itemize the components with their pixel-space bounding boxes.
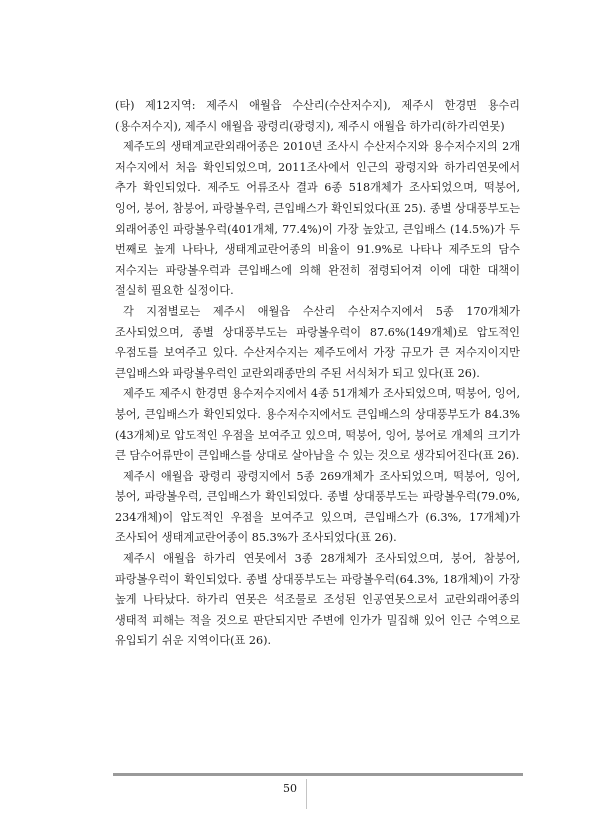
susan-reservoir-paragraph: 각 지점별로는 제주시 애월읍 수산리 수산저수지에서 5종 170개체가 조사되었으며, 종별 상대풍부도는 파랑볼우럭이 87.6%(149개체)로 압도적인 우점도를 보여주고 있다. 수산저수지는 제주도에서 가장 규모가 큰 저수지이지만 큰입배스와 파랑볼우럭인 교란외래종만의 주된 서식처가 되고 있다(표 26). [115, 304, 520, 380]
haga-pond-paragraph: 제주시 애월읍 하가리 연못에서 3종 28개체가 조사되었으며, 붕어, 참붕어, 파랑볼우럭이 확인되었다. 종별 상대풍부도는 파랑볼우럭(64.3%, 18개체)이 가장 높게 나타났다. 하가리 연못은 석조물로 조성된 인공연못으로서 교란외래어종의 생태적 피해는 적을 것으로 판단되지만 주변에 인가가 밀집해 있어 인근 수역으로 유입되기 쉬운 지역이다(표 26). [115, 552, 520, 648]
yongsu-reservoir-paragraph: 제주도 제주시 한경면 용수저수지에서 4종 51개체가 조사되었으며, 떡붕어, 잉어, 붕어, 큰입배스가 확인되었다. 용수저수지에서도 큰입배스의 상대풍부도가 84.3%(43개체)로 압도적인 우점을 보여주고 있으며, 떡붕어, 잉어, 붕어로 개체의 크기가 큰 담수어류만이 큰입배스를 상대로 살아남을 수 있는 것으로 생각되어진다(표 26). [115, 387, 520, 463]
footer-divider [306, 779, 307, 809]
page-number: 50 [283, 782, 297, 795]
region-heading-paragraph: (타) 제12지역: 제주시 애월읍 수산리(수산저수지), 제주시 한경면 용수리(용수저수지), 제주시 애월읍 광령리(광령지), 제주시 애월읍 하가리(하가리연못) [115, 99, 520, 133]
jeju-summary-paragraph: 제주도의 생태계교란외래어종은 2010년 조사시 수산저수지와 용수저수지의 2개 저수지에서 처음 확인되었으며, 2011조사에서 인근의 광령지와 하가리연못에서 추가 확인되었다. 제주도 어류조사 결과 6종 518개체가 조사되었으며, 떡붕어, 잉어, 붕어, 참붕어, 파랑볼우럭, 큰입배스가 확인되었다(표 25). 종별 상대풍부도는 외래어종인 파랑볼우럭(401개체, 77.4%)이 가장 높았고, 큰입배스 (14.5%)가 두 번째로 높게 나타나, 생태계교란어종의 비율이 91.9%로 나타나 제주도의 담수 저수지는 파랑볼우럭과 큰입배스에 의해 완전히 점령되어져 이에 대한 대책이 절실히 필요한 실정이다. [115, 140, 520, 298]
gwangryeong-pond-paragraph: 제주시 애월읍 광령리 광령지에서 5종 269개체가 조사되었으며, 떡붕어, 잉어, 붕어, 파랑볼우럭, 큰입배스가 확인되었다. 종별 상대풍부도는 파랑볼우럭(79.0%, 234개체)이 압도적인 우점을 보여주고 있으며, 큰입배스가 (6.3%, 17개체)가 조사되어 생태계교란어종이 85.3%가 조사되었다(표 26). [115, 469, 520, 545]
document-body [115, 96, 520, 652]
footer-rule [113, 773, 523, 776]
